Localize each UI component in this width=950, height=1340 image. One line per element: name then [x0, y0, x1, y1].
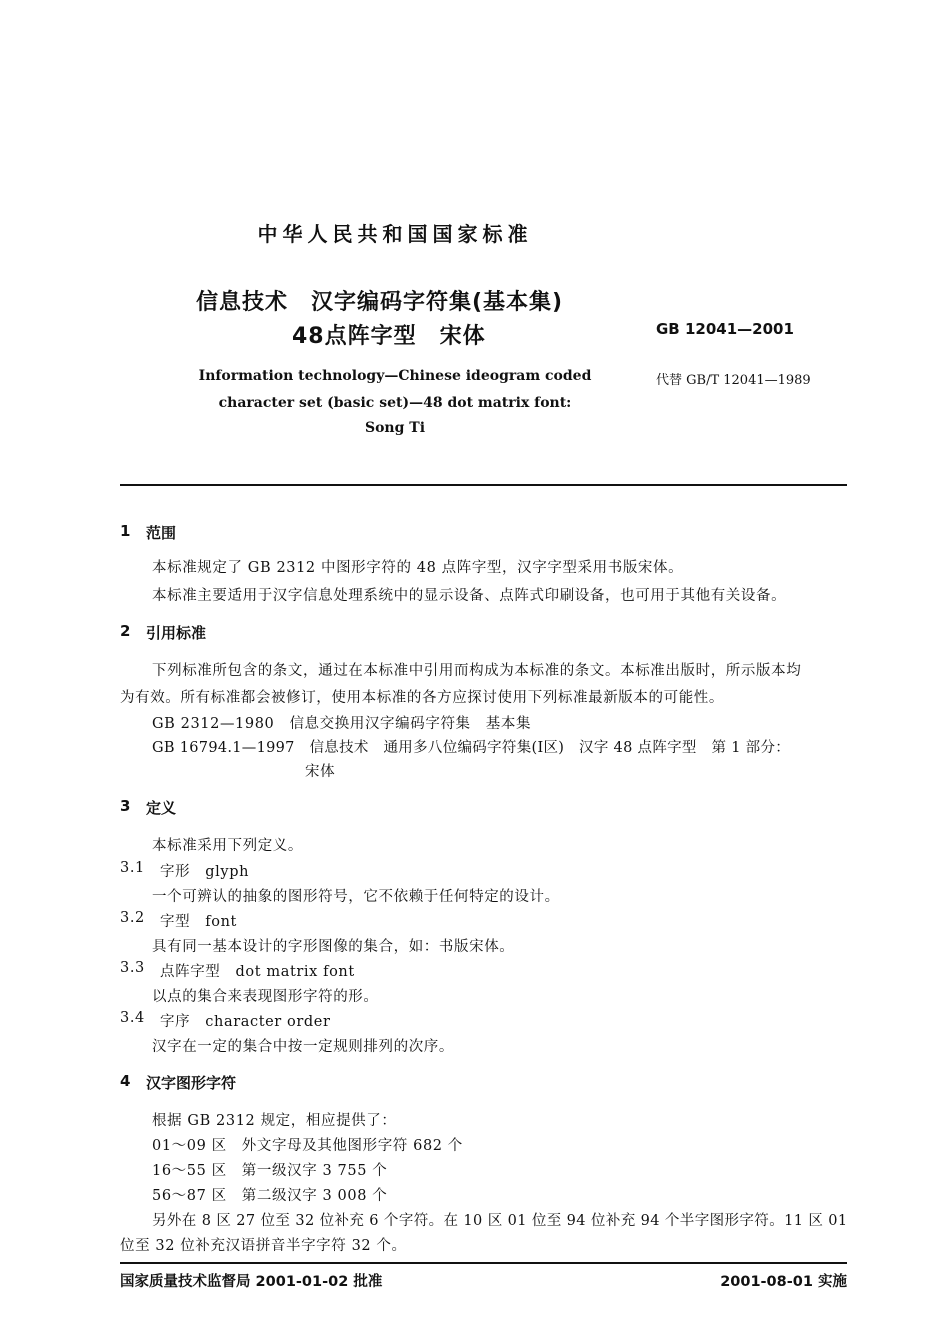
header-rule — [120, 484, 847, 486]
section-1-title: 范围 — [146, 524, 177, 542]
definition-3-1-text: 一个可辨认的抽象的图形符号，它不依赖于任何特定的设计。 — [152, 889, 560, 905]
implementation-note: 2001-08-01 实施 — [720, 1274, 847, 1290]
title-en-line2: character set (basic set)—48 dot matrix font: — [218, 395, 572, 411]
section-3-title: 定义 — [146, 799, 177, 817]
definition-3-4-number: 3.4 — [120, 1010, 145, 1026]
section-1-number: 1 — [120, 522, 131, 540]
title-cn-line2: 48点阵字型 宋体 — [292, 324, 486, 349]
section-1-paragraph-1: 本标准规定了 GB 2312 中图形字符的 48 点阵字型，汉字字型采用书版宋体。 — [152, 560, 684, 576]
section-2-number: 2 — [120, 622, 131, 640]
section-3-number: 3 — [120, 797, 131, 815]
section-4-paragraph-line2: 位至 32 位补充汉语拼音半字字符 32 个。 — [120, 1238, 407, 1254]
section-1-paragraph-2: 本标准主要适用于汉字信息处理系统中的显示设备、点阵式印刷设备，也可用于其他有关设备。 — [152, 588, 787, 604]
section-2-paragraph-line1: 下列标准所包含的条文，通过在本标准中引用而构成为本标准的条文。本标准出版时，所示版本均 — [152, 663, 802, 679]
section-4-paragraph-line1: 另外在 8 区 27 位至 32 位补充 6 个字符。在 10 区 01 位至 94 位补充 94 个半字图形字符。11 区 01 — [152, 1213, 848, 1229]
definition-3-4-term: 字序 character order — [160, 1014, 331, 1030]
standard-code: GB 12041—2001 — [656, 320, 794, 338]
definition-3-4-text: 汉字在一定的集合中按一定规则排列的次序。 — [152, 1039, 454, 1055]
zone-row-2: 16～55 区 第一级汉字 3 755 个 — [152, 1163, 388, 1179]
section-4-title: 汉字图形字符 — [146, 1074, 237, 1092]
replaces-note: 代替 GB/T 12041—1989 — [656, 373, 811, 388]
definition-3-2-term: 字型 font — [160, 914, 237, 930]
reference-2-line2: 宋体 — [305, 764, 336, 780]
section-4-number: 4 — [120, 1072, 131, 1090]
footer-rule — [120, 1262, 847, 1264]
section-3-intro: 本标准采用下列定义。 — [152, 838, 303, 854]
section-2-title: 引用标准 — [146, 624, 207, 642]
standard-class: 中华人民共和国国家标准 — [257, 222, 533, 246]
approval-note: 国家质量技术监督局 2001-01-02 批准 — [120, 1274, 383, 1290]
definition-3-1-number: 3.1 — [120, 860, 145, 876]
definition-3-2-number: 3.2 — [120, 910, 145, 926]
definition-3-3-text: 以点的集合来表现图形字符的形。 — [152, 989, 379, 1005]
zone-row-1: 01～09 区 外文字母及其他图形字符 682 个 — [152, 1138, 463, 1154]
reference-1: GB 2312—1980 信息交换用汉字编码字符集 基本集 — [152, 716, 532, 732]
reference-2-line1: GB 16794.1—1997 信息技术 通用多八位编码字符集(Ⅰ区) 汉字 48 点阵字型 第 1 部分： — [152, 740, 791, 756]
zone-row-3: 56～87 区 第二级汉字 3 008 个 — [152, 1188, 388, 1204]
title-cn-line1: 信息技术 汉字编码字符集(基本集) — [196, 290, 564, 315]
definition-3-1-term: 字形 glyph — [160, 864, 250, 880]
definition-3-2-text: 具有同一基本设计的字形图像的集合，如：书版宋体。 — [152, 939, 515, 955]
title-en-line1: Information technology—Chinese ideogram coded — [198, 368, 592, 384]
section-2-paragraph-line2: 为有效。所有标准都会被修订，使用本标准的各方应探讨使用下列标准最新版本的可能性。 — [120, 690, 724, 706]
definition-3-3-number: 3.3 — [120, 960, 145, 976]
title-en-line3: Song Ti — [364, 420, 426, 436]
section-4-intro: 根据 GB 2312 规定，相应提供了： — [152, 1113, 397, 1129]
definition-3-3-term: 点阵字型 dot matrix font — [160, 964, 355, 980]
